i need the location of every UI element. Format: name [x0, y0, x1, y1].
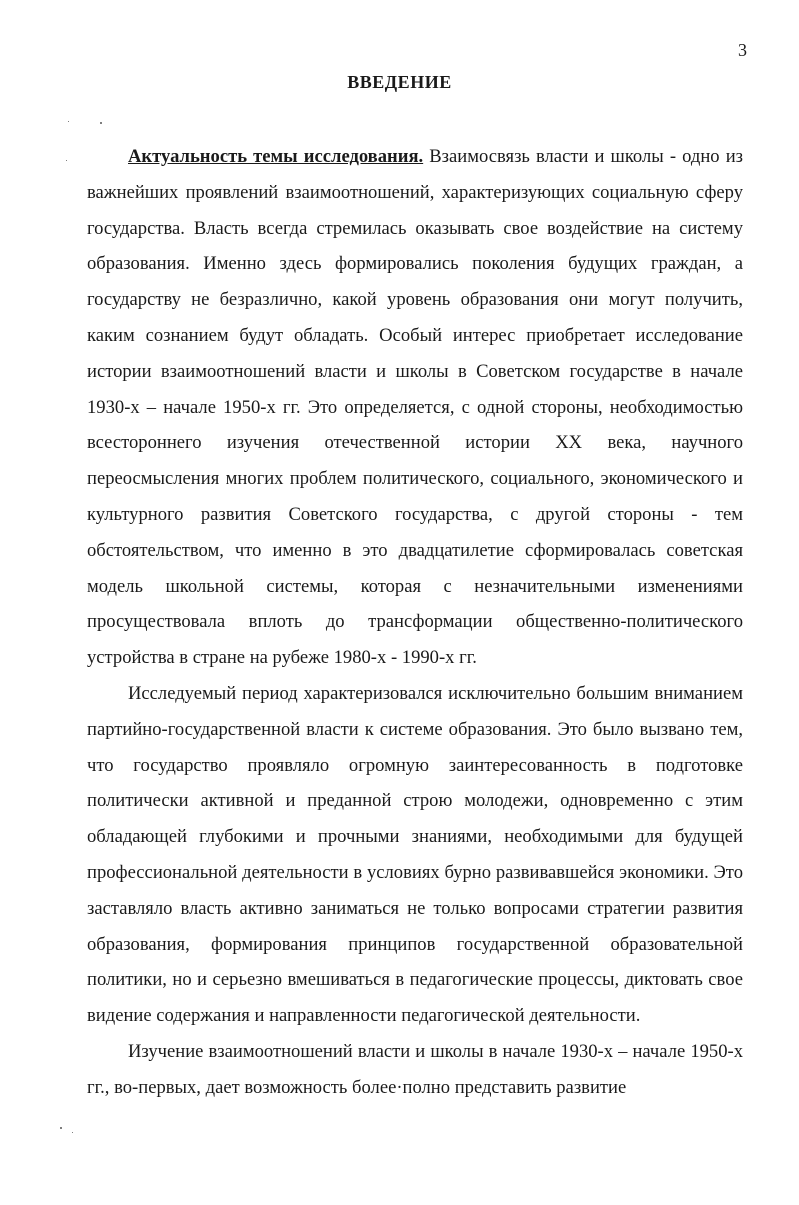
paragraph-period: Исследуемый период характеризовался исключительно большим вниманием партийно-государственной власти к системе образования. Это было вызвано тем, что государство проявляло огромную заинтересованность в подготовке политически активной и преданной строю молодежи, одновременно с этим обладающей глубокими и прочными знаниями, необходимыми для будущей профессиональной деятельности в условиях бурно развивавшейся экономики. Это заставляло власть активно заниматься не только вопросами стратегии развития образования, формирования принципов государственной образовательной политики, но и серьезно вмешиваться в педагогические процессы, диктовать свое видение содержания и направленности педагогической деятельности. — [87, 682, 743, 1027]
paragraph-text: Взаимосвязь власти и школы - одно из важнейших проявлений взаимоотношений, характеризующих социальную сферу государства. Власть всегда стремилась оказывать свое воздействие на систему образования. Именно здесь формировались поколения будущих граждан, а государству не безразлично, какой уровень образования они могут получить, каким сознанием будут обладать. Особый интерес приобретает исследование истории взаимоотношений власти и школы в Советском государстве в начале 1930-х – начале 1950-х гг. Это определяется, с одной стороны, необходимостью всестороннего изучения отечественной истории XX века, научного переосмысления многих проблем политического, социального, экономического и культурного развития Советского государства, с другой стороны - тем обстоятельством, что именно в это двадцатилетие сформировалась советская модель школьной системы, которая с незначительными изменениями просуществовала вплоть до трансформации общественно-политического устройства в стране на рубеже 1980-х - 1990-х гг. — [87, 146, 743, 669]
section-heading-relevance: Актуальность темы исследования. — [128, 146, 424, 167]
scan-speck — [72, 1132, 73, 1133]
scan-speck — [68, 121, 69, 122]
scan-speck — [66, 160, 67, 161]
document-body — [87, 139, 743, 1106]
paragraph-study: Изучение взаимоотношений власти и школы в начале 1930-х – начале 1950-х гг., во-первых, дает возможность более·полно представить развитие — [87, 1040, 743, 1098]
scan-speck — [60, 1127, 62, 1129]
page-title: ВВЕДЕНИЕ — [347, 72, 452, 92]
scan-speck — [100, 122, 102, 124]
paragraph-relevance — [87, 139, 743, 676]
page-number: 3 — [738, 40, 747, 60]
